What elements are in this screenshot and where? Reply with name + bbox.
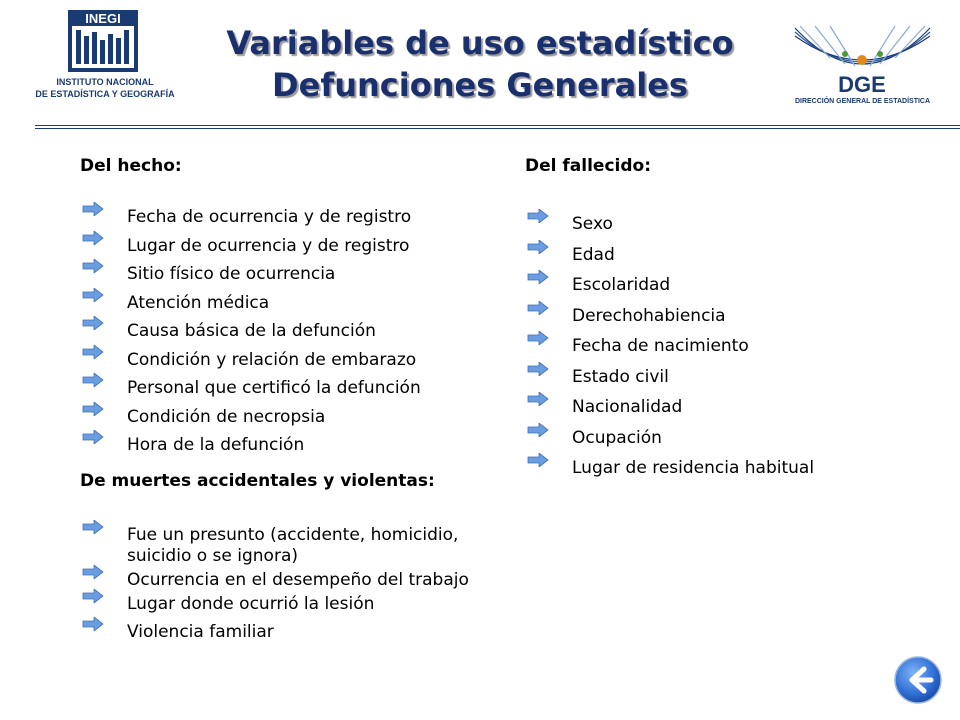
item-text: Hora de la defunción [127, 435, 305, 455]
item-text: Fecha de ocurrencia y de registro [127, 207, 412, 227]
fallecido-list [525, 214, 945, 479]
item-text: Nacionalidad [572, 397, 683, 417]
inegi-logo [30, 10, 180, 110]
arrow-right-icon [82, 287, 104, 308]
list-item [525, 367, 945, 388]
list-item [80, 378, 520, 399]
list-item [525, 428, 945, 449]
item-text: Fue un presunto (accidente, homicidio, suicidio o se ignora) [127, 525, 459, 566]
arrow-right-icon [527, 330, 549, 351]
item-text: Escolaridad [572, 275, 671, 295]
item-text: Condición de necropsia [127, 406, 326, 427]
violentas-list [80, 525, 520, 643]
item-text: Ocupación [572, 427, 662, 448]
arrow-right-icon [82, 201, 104, 222]
arrow-right-icon [527, 269, 549, 290]
arrow-left-icon [893, 655, 943, 705]
header-divider [35, 125, 960, 131]
item-text: Violencia familiar [127, 622, 274, 642]
section-heading-hecho: Del hecho: [80, 156, 182, 176]
back-button[interactable] [893, 655, 943, 705]
item-text: Lugar de ocurrencia y de registro [127, 235, 410, 256]
arrow-right-icon [82, 401, 104, 422]
list-item [80, 264, 520, 285]
item-text: Causa básica de la defunción [127, 321, 376, 341]
list-item [80, 435, 520, 456]
list-item [525, 397, 945, 418]
list-item [525, 336, 945, 357]
item-text: Personal que certificó la defunción [127, 378, 421, 398]
list-item [80, 293, 520, 314]
arrow-right-icon [527, 239, 549, 260]
title-line2: Defunciones Generales [272, 66, 688, 104]
list-item [80, 321, 520, 342]
list-item [80, 622, 520, 643]
inegi-line2: DE ESTADÍSTICA Y GEOGRAFÍA [35, 89, 175, 99]
item-text: Ocurrencia en el desempeño del trabajo [127, 570, 469, 590]
arrow-right-icon [82, 564, 104, 585]
inegi-emblem-icon [68, 10, 138, 72]
list-item [80, 207, 520, 228]
list-item [525, 458, 945, 479]
arrow-right-icon [82, 588, 104, 609]
list-item [525, 245, 945, 266]
dge-logo [790, 20, 935, 115]
item-text: Condición y relación de embarazo [127, 349, 417, 370]
list-item [525, 214, 945, 235]
title-line1: Variables de uso estadístico [226, 24, 734, 62]
item-text: Atención médica [127, 292, 270, 313]
arrow-right-icon [82, 258, 104, 279]
item-text: Lugar donde ocurrió la lesión [127, 594, 375, 614]
section-heading-violentas: De muertes accidentales y violentas: [80, 471, 435, 491]
list-item [80, 594, 520, 615]
item-text: Estado civil [572, 366, 669, 387]
section-heading-fallecido: Del fallecido: [525, 156, 651, 176]
dge-subtitle: DIRECCIÓN GENERAL DE ESTADÍSTICA [794, 98, 931, 105]
arrow-right-icon [82, 230, 104, 251]
list-item [80, 350, 520, 371]
arrow-right-icon [82, 519, 104, 540]
arrow-right-icon [82, 616, 104, 637]
arrow-right-icon [82, 372, 104, 393]
inegi-line1: INSTITUTO NACIONAL [56, 77, 154, 87]
item-text: Edad [572, 244, 615, 265]
arrow-right-icon [82, 344, 104, 365]
arrow-right-icon [527, 208, 549, 229]
item-text: Sitio físico de ocurrencia [127, 264, 336, 284]
right-column [525, 155, 945, 487]
list-item [525, 306, 945, 327]
page-title [180, 22, 780, 106]
item-text: Sexo [572, 214, 613, 234]
item-text: Fecha de nacimiento [572, 336, 749, 356]
arrow-right-icon [527, 300, 549, 321]
dge-arc-icon [790, 20, 935, 98]
hecho-list [80, 207, 520, 456]
list-item [80, 570, 520, 591]
list-item [525, 275, 945, 296]
left-column [80, 155, 520, 653]
arrow-right-icon [82, 315, 104, 336]
dge-acronym: DGE [838, 72, 886, 97]
arrow-right-icon [527, 452, 549, 473]
list-item [80, 407, 520, 428]
item-text: Lugar de residencia habitual [572, 458, 815, 478]
arrow-right-icon [527, 361, 549, 382]
arrow-right-icon [527, 391, 549, 412]
item-text: Derechohabiencia [572, 305, 726, 326]
arrow-right-icon [82, 429, 104, 450]
list-item [80, 236, 520, 257]
list-item [80, 525, 520, 567]
arrow-right-icon [527, 422, 549, 443]
inegi-acronym: INEGI [85, 11, 121, 26]
